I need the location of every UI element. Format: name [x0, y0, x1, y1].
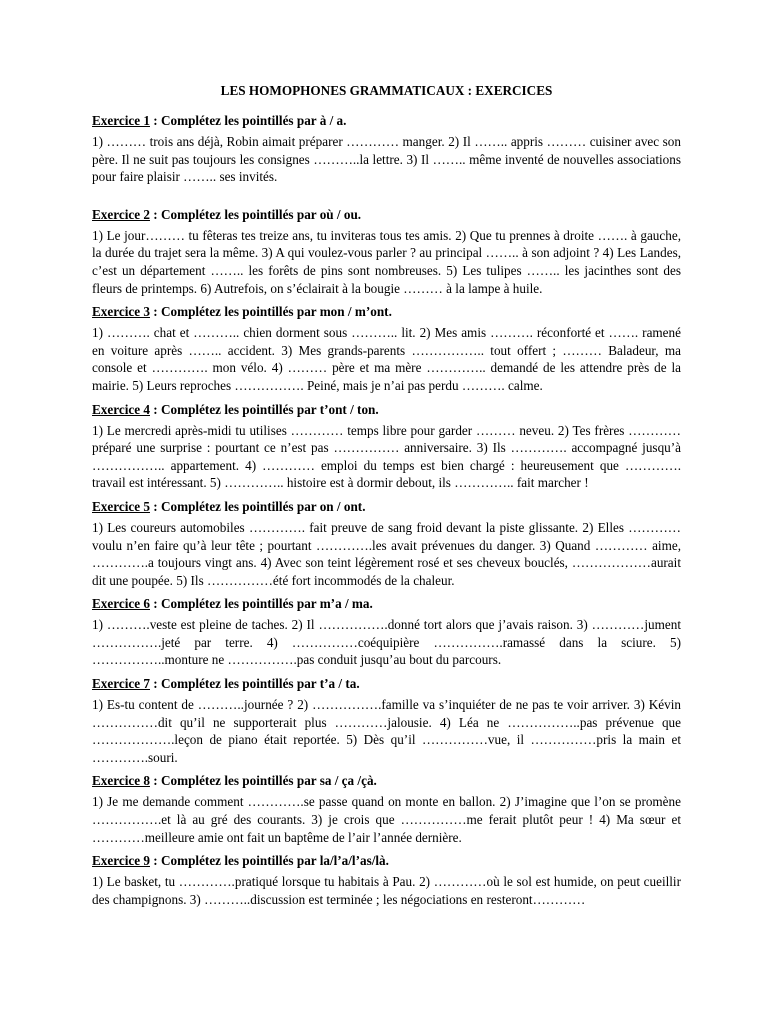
exercise-heading: [92, 112, 681, 129]
exercise-instruction: : Complétez les pointillés par sa / ça /çà.: [149, 773, 377, 789]
document-title: LES HOMOPHONES GRAMMATICAUX : EXERCICES: [220, 83, 553, 98]
exercise-2: [92, 206, 681, 297]
exercise-9: [92, 852, 681, 908]
exercise-4: [92, 401, 681, 492]
exercise-text: 1) Les coureurs automobiles …………. fait preuve de sang froid devant la piste glissante. 2) Elles …………voulu n’en faire qu’à leur tête ; pourtant ………….les avait prévenues du danger. 3) Quand ………… aime, ………….a toujours vingt ans. 4) Avec son teint légèrement rosé et ses cheveux bouclés, ………………aurait dit une poupée. 5) Ils ……………été fort incommodés de la chaleur.: [92, 519, 681, 588]
exercise-text: 1) Le mercredi après-midi tu utilises ………… temps libre pour garder ……… neveu. 2) Tes frères ………… préparé une surprise : pourtant ce n’est pas …………… anniversaire. 3) Ils …………. accompagné jusqu’à …………….. appartement. 4) ………… emploi du temps est bien chargé : heureusement que …………. travail est intéressant. 5) ………….. histoire est à dormir debout, ils ………….. fait marcher !: [92, 422, 681, 491]
exercise-heading: [92, 595, 681, 612]
exercise-instruction: : Complétez les pointillés par t’ont / ton.: [149, 401, 379, 417]
exercise-label: Exercice 7: [92, 676, 150, 692]
exercise-text: 1) Es-tu content de ………..journée ? 2) …………….famille va s’inquiéter de ne pas te voir arriver. 3) Kévin ……………dit qu’il ne supporterait plus …………jalousie. 4) Léa ne ……………..pas prévenue que ……………….leçon de piano était reportée. 5) Dès qu’il ……………vue, il ……………pris la main et ………….souri.: [92, 697, 681, 765]
exercise-label: Exercice 2: [92, 206, 150, 222]
exercise-heading: [92, 206, 681, 223]
exercise-label: Exercice 1: [92, 113, 150, 128]
exercise-text: 1) ………. chat et ……….. chien dorment sous ……….. lit. 2) Mes amis ………. réconforté et ……. ramené en voiture après …….. accident. 3) Mes grands-parents …………….. tout offert ; ……… Baladeur, ma console et …………. mon vélo. 4) ……… père et ma mère ………….. demandé de les attendre près de la mairie. 5) Leurs reproches ……………. Peiné, mais je n’ai pas perdu ………. calme.: [92, 325, 681, 393]
exercise-label: Exercice 3: [92, 304, 150, 320]
exercise-text: 1) Le basket, tu ………….pratiqué lorsque tu habitais à Pau. 2) …………où le sol est humide, on peut cueillir des champignons. 3) ………..discussion est terminée ; les négociations en resteront…………: [92, 874, 681, 907]
exercise-heading: [92, 498, 681, 515]
exercise-label: Exercice 8: [92, 773, 150, 789]
exercise-heading: [92, 675, 681, 692]
exercise-6: [92, 595, 681, 669]
exercise-heading: [92, 852, 681, 869]
exercise-instruction: : Complétez les pointillés par où / ou.: [149, 206, 362, 222]
exercise-3: [92, 303, 681, 394]
exercise-label: Exercice 4: [92, 401, 150, 417]
exercise-instruction: : Complétez les pointillés par t’a / ta.: [149, 676, 360, 692]
exercise-label: Exercice 6: [92, 596, 150, 612]
exercise-instruction: : Complétez les pointillés par à / a.: [149, 113, 347, 128]
exercise-5: [92, 498, 681, 589]
exercise-heading: [92, 401, 681, 418]
exercise-instruction: : Complétez les pointillés par mon / m’ont.: [149, 304, 392, 320]
exercise-heading: [92, 772, 681, 789]
exercise-heading: [92, 303, 681, 320]
exercise-instruction: : Complétez les pointillés par m’a / ma.: [149, 596, 373, 612]
exercise-text: 1) ……….veste est pleine de taches. 2) Il …………….donné tort alors que j’avais raison. 3) …………jument …………….jeté par terre. 4) ……………coéquipière …………….ramassé dans la sciure. 5) ……………..monture ne …………….pas conduit jusqu’au bout du parcours.: [92, 617, 681, 668]
exercise-text: 1) Je me demande comment ………….se passe quand on monte en ballon. 2) J’imagine que l’on se promène …………….et là au gré des courants. 3) je crois que ……………me ferait plutôt peur ! 4) Ma sœur et …………meilleure amie ont fait un baptême de l’air l’année dernière.: [92, 794, 681, 845]
exercise-text: 1) ……… trois ans déjà, Robin aimait préparer ………… manger. 2) Il …….. appris ……… cuisiner avec son père. Il ne suit pas toujours les consignes ………..la lettre. 3) Il …….. même inventé de nouvelles associations pour faire plaisir …….. ses invités.: [92, 134, 681, 185]
spacer: [92, 186, 681, 206]
exercise-1: [92, 112, 681, 186]
exercise-label: Exercice 9: [92, 853, 150, 869]
exercise-label: Exercice 5: [92, 498, 150, 514]
exercise-7: [92, 675, 681, 766]
exercise-text: 1) Le jour……… tu fêteras tes treize ans, tu inviteras tous tes amis. 2) Que tu prennes à droite ……. à gauche, la durée du trajet sera la même. 3) A qui voulez-vous parler ? au principal …….. à son adjoint ? 4) Les Landes, c’est un département …….. les forêts de pins sont nombreuses. 5) Les tulipes …….. les jacinthes sont des fleurs de printemps. 6) Autrefois, on s’éclairait à la bougie ……… à la lampe à huile.: [92, 227, 681, 296]
exercise-instruction: : Complétez les pointillés par la/l’a/l’as/là.: [149, 853, 389, 869]
exercise-8: [92, 772, 681, 846]
exercise-instruction: : Complétez les pointillés par on / ont.: [149, 498, 366, 514]
